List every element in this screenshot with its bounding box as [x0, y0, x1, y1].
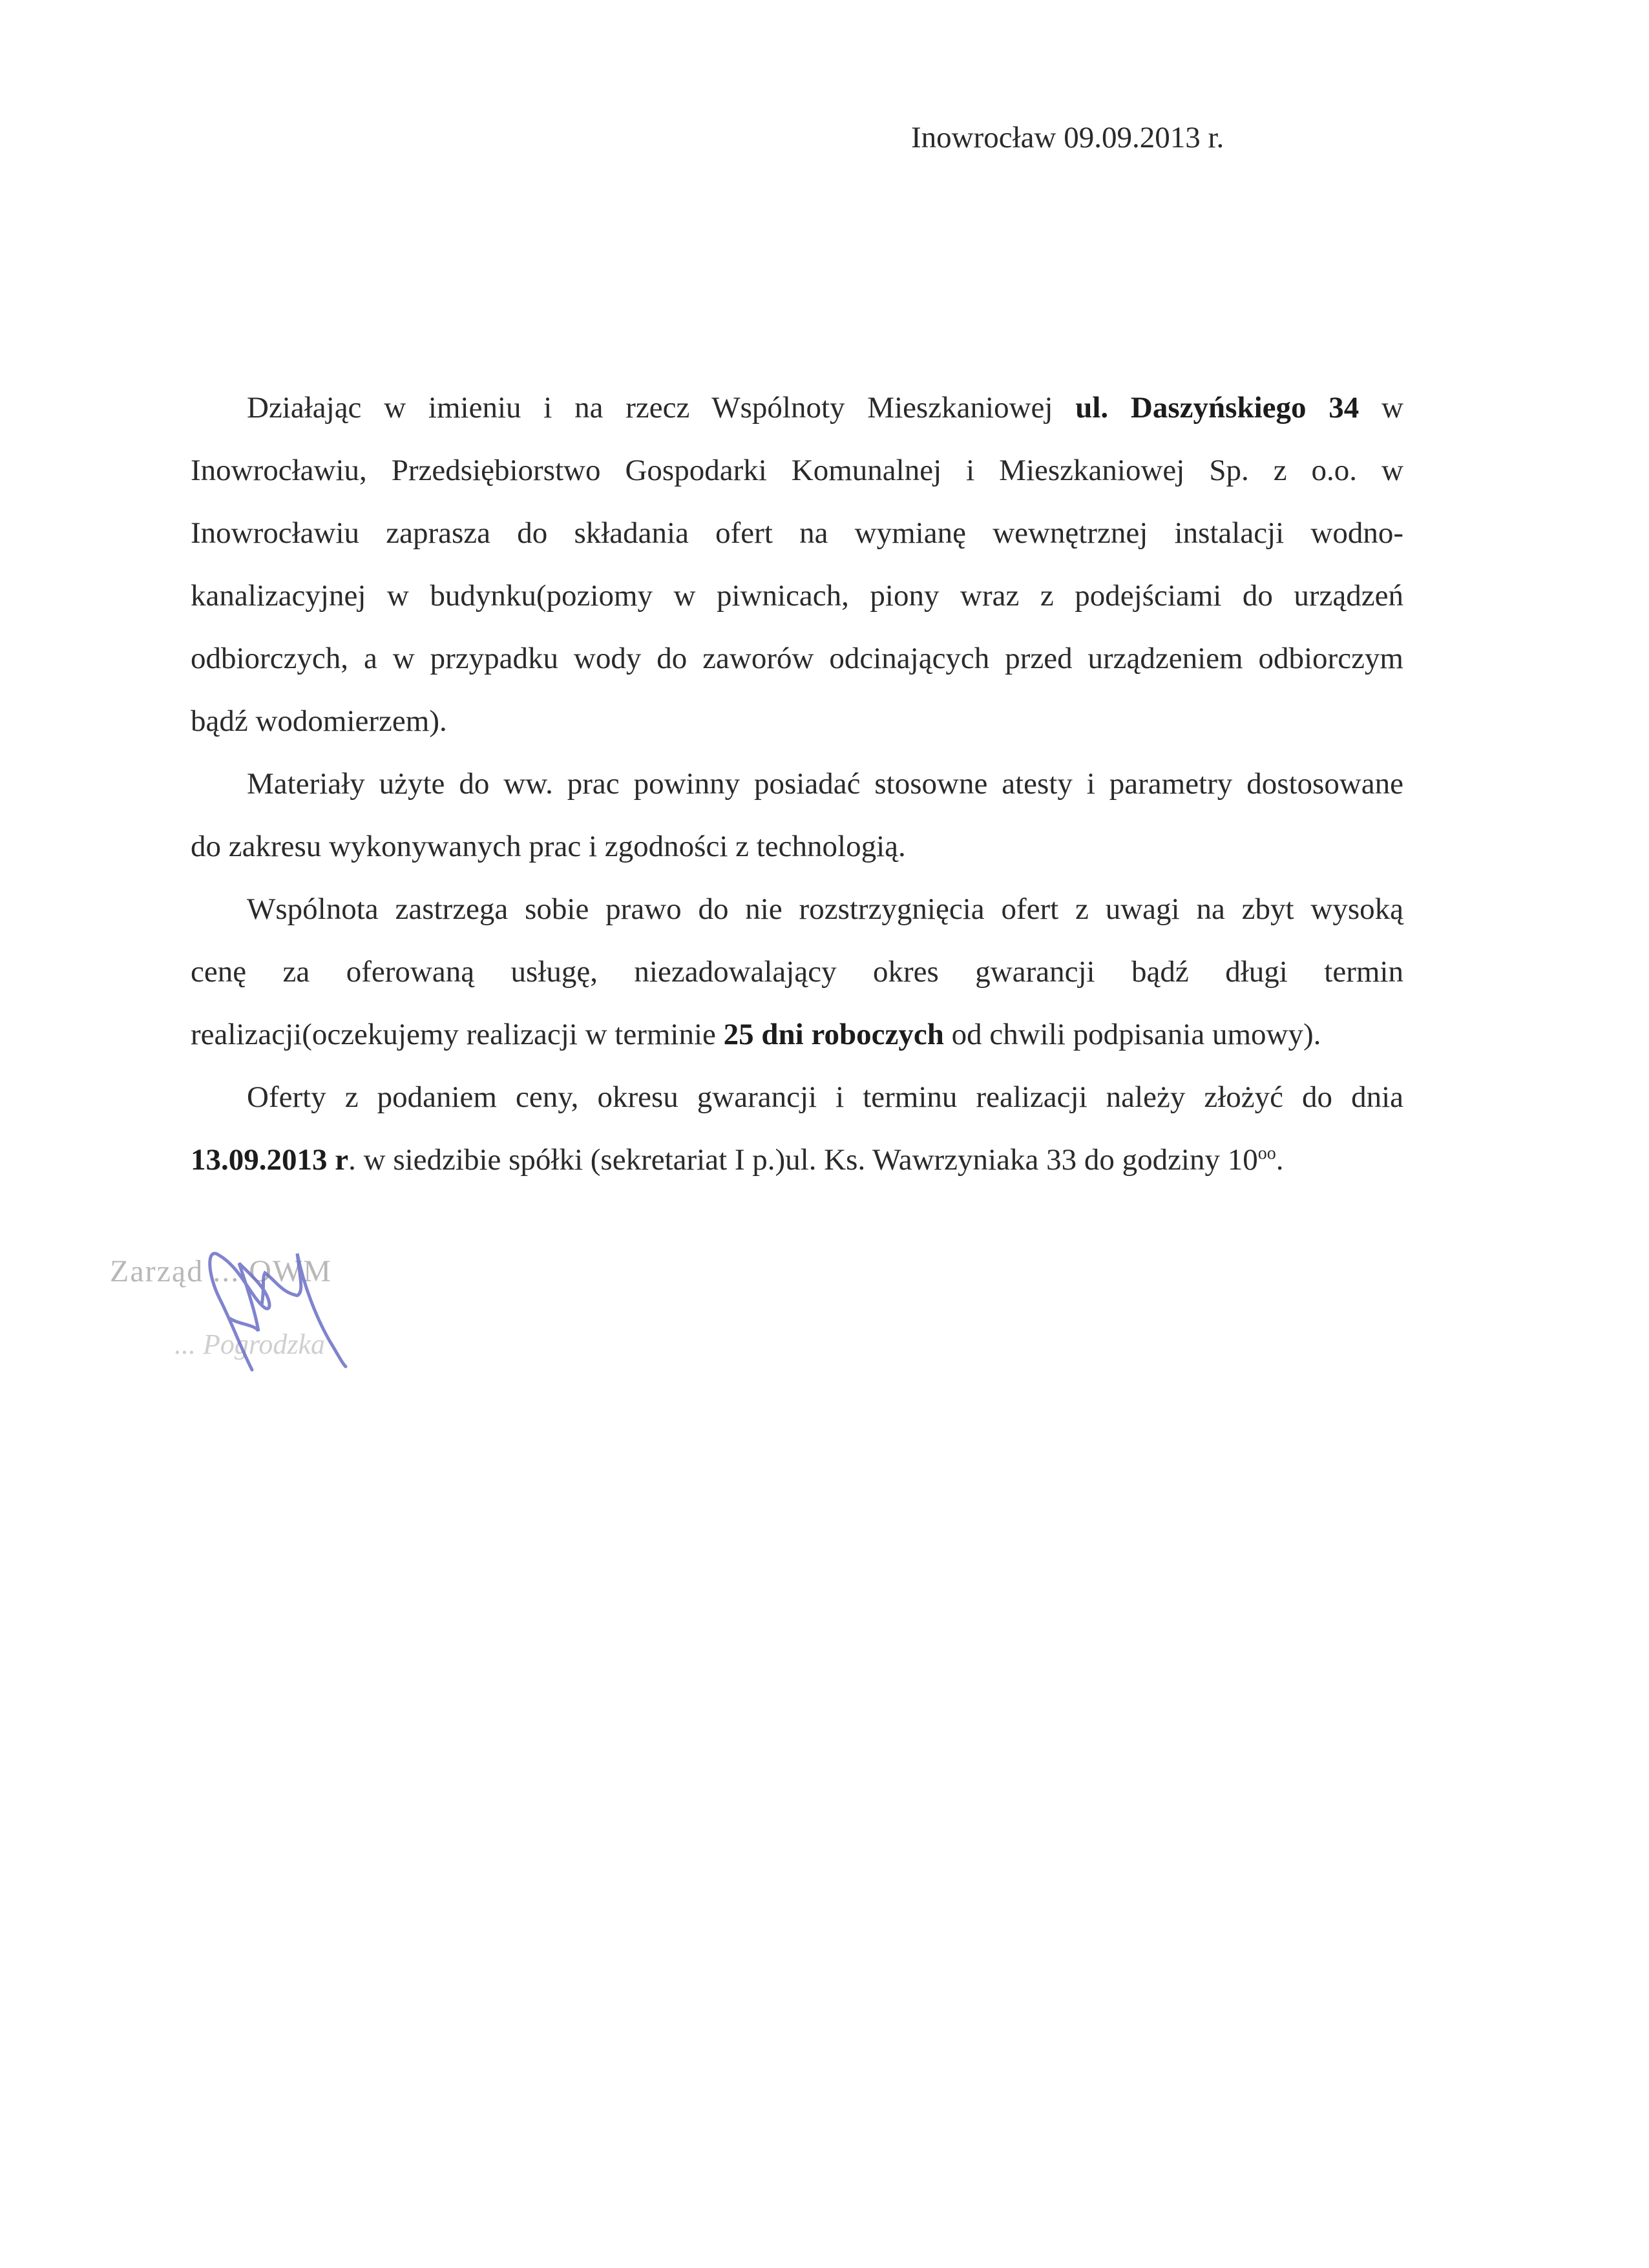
bold-text: 25 dni roboczych [723, 1018, 944, 1051]
paragraph-3-line [191, 1003, 1403, 1066]
paragraph-3-line [191, 878, 1403, 941]
text-segment: odbiorczych, a w przypadku wody do zaworów odcinających przed urządzeniem odbiorczym [191, 642, 1403, 675]
paragraph-2-line [191, 815, 1403, 878]
stamp-line-organization: Zarząd ... OWM [110, 1254, 332, 1288]
paragraph-4-line [191, 1066, 1403, 1129]
paragraph-1-line [191, 690, 1403, 753]
text-segment: Działając w imieniu i na rzecz Wspólnoty Mieszkaniowej [247, 391, 1076, 425]
place-and-date: Inowrocław 09.09.2013 r. [911, 121, 1224, 154]
text-segment: oo [1257, 1143, 1276, 1164]
paragraph-2-line [191, 753, 1403, 815]
paragraph-1-line [191, 565, 1403, 627]
paragraph-4-line [191, 1129, 1403, 1192]
bold-text: 13.09.2013 r [191, 1143, 349, 1177]
handwritten-signature [110, 1228, 420, 1383]
paragraph-3-line [191, 941, 1403, 1003]
text-segment: realizacji(oczekujemy realizacji w terminie [191, 1018, 724, 1051]
text-segment: od chwili podpisania umowy). [943, 1018, 1321, 1051]
text-segment: bądź wodomierzem). [191, 704, 447, 738]
text-segment: . [1276, 1143, 1284, 1177]
bold-text: ul. Daszyńskiego 34 [1075, 391, 1360, 425]
text-segment: do zakresu wykonywanych prac i zgodności z technologią. [191, 830, 906, 863]
letter-body [191, 377, 1403, 1192]
stamp-line-name: ... Pogrodzka [174, 1328, 326, 1360]
paragraph-1-line [191, 439, 1403, 502]
text-segment: Materiały użyte do ww. prac powinny posiadać stosowne atesty i parametry dostosowane [247, 767, 1403, 801]
text-segment: Oferty z podaniem ceny, okresu gwarancji i terminu realizacji należy złożyć do dnia [247, 1080, 1403, 1114]
text-segment: Wspólnota zastrzega sobie prawo do nie rozstrzygnięcia ofert z uwagi na zbyt wysoką [247, 892, 1403, 926]
text-segment: w [1359, 391, 1403, 425]
paragraph-1-line [191, 627, 1403, 690]
paragraph-1-line [191, 377, 1403, 439]
text-segment: kanalizacyjnej w budynku(poziomy w piwnicach, piony wraz z podejściami do urządzeń [191, 579, 1403, 613]
text-segment: cenę za oferowaną usługę, niezadowalający okres gwarancji bądź długi termin [191, 955, 1403, 989]
stamp-and-signature [110, 1228, 420, 1383]
text-segment: Inowrocławiu, Przedsiębiorstwo Gospodarki Komunalnej i Mieszkaniowej Sp. z o.o. w [191, 454, 1403, 487]
text-segment: Inowrocławiu zaprasza do składania ofert na wymianę wewnętrznej instalacji wodno- [191, 516, 1403, 550]
text-segment: . w siedzibie spółki (sekretariat I p.)ul. Ks. Wawrzyniaka 33 do godziny 10 [348, 1143, 1258, 1177]
paragraph-1-line [191, 502, 1403, 565]
